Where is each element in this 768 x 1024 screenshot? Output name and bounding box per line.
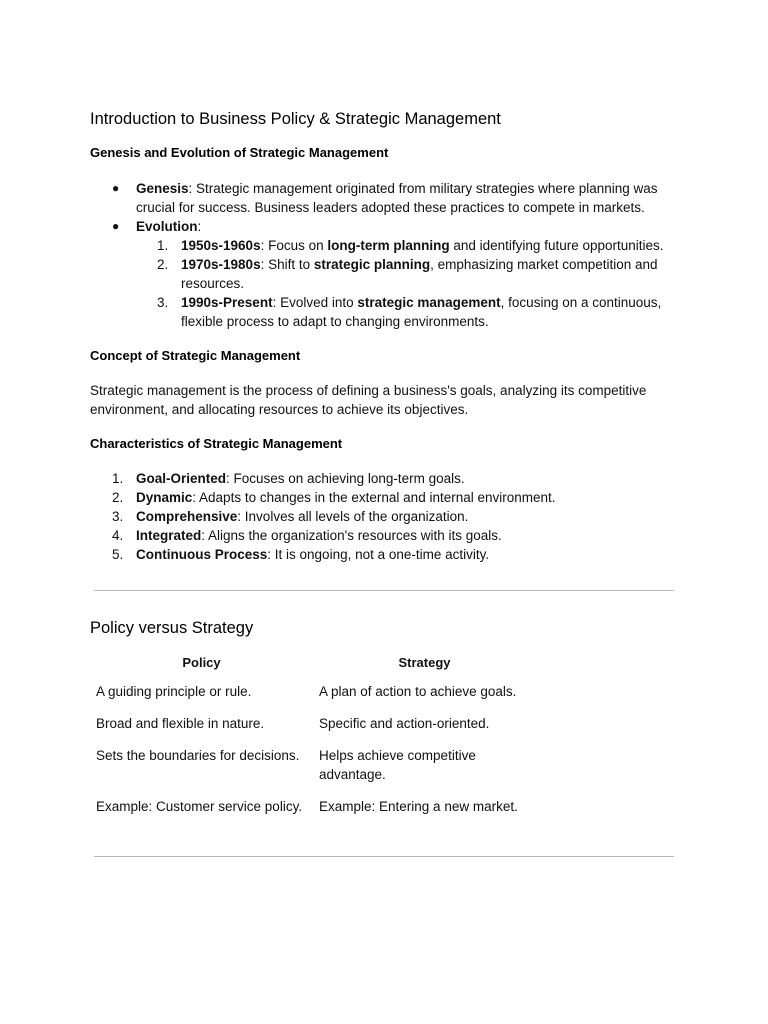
- list-number: 2.: [112, 490, 124, 505]
- section-title-policy-vs-strategy: Policy versus Strategy: [90, 619, 254, 637]
- list-number: 3.: [157, 295, 169, 310]
- table-cell: Helps achieve competitive advantage.: [319, 748, 476, 782]
- list-item: [90, 507, 680, 526]
- table-cell: A plan of action to achieve goals.: [319, 684, 517, 699]
- item-emphasis: strategic management: [357, 295, 501, 310]
- list-item: [90, 217, 680, 331]
- list-number: 3.: [112, 509, 124, 524]
- item-text: : Evolved into: [272, 295, 358, 310]
- item-term: 1950s-1960s: [181, 238, 261, 253]
- item-text: : Focus on: [260, 238, 328, 253]
- item-term: 1990s-Present: [181, 295, 273, 310]
- horizontal-divider: [94, 856, 674, 857]
- section-heading-characteristics: Characteristics of Strategic Management: [90, 436, 343, 451]
- list-item: [90, 255, 680, 293]
- table-cell: A guiding principle or rule.: [96, 684, 252, 699]
- table-row: [90, 674, 536, 706]
- genesis-bullet-list: [90, 179, 680, 331]
- characteristics-list: [90, 469, 680, 564]
- table-cell: Broad and flexible in nature.: [96, 716, 265, 731]
- section-heading-concept: Concept of Strategic Management: [90, 348, 301, 363]
- item-text: : Focuses on achieving long-term goals.: [226, 471, 465, 486]
- list-item: [90, 526, 680, 545]
- item-term: Dynamic: [136, 490, 193, 505]
- list-number: 4.: [112, 528, 124, 543]
- horizontal-divider: [94, 590, 674, 591]
- table-header-policy: Policy: [182, 654, 221, 670]
- item-text: , emphasizing market competition and resources.: [181, 257, 658, 291]
- list-item: [90, 179, 680, 217]
- item-term: Comprehensive: [136, 509, 238, 524]
- list-number: 2.: [157, 257, 169, 272]
- list-item: [90, 236, 680, 255]
- policy-strategy-table: [90, 650, 536, 821]
- table-cell: Example: Entering a new market.: [319, 799, 518, 814]
- list-number: 1.: [157, 238, 169, 253]
- table-row: [90, 789, 536, 821]
- bullet-text: : Strategic management originated from military strategies where planning was crucial for success. Business leaders adopted these practices to compete in markets.: [136, 181, 658, 215]
- item-text: : Involves all levels of the organization.: [237, 509, 469, 524]
- item-emphasis: strategic planning: [313, 257, 431, 272]
- item-text: : It is ongoing, not a one-time activity.: [267, 547, 490, 562]
- table-cell: Sets the boundaries for decisions.: [96, 748, 300, 763]
- item-term: Integrated: [136, 528, 202, 543]
- item-text: and identifying future opportunities.: [449, 238, 664, 253]
- table-header-row: [90, 650, 536, 674]
- page-title: Introduction to Business Policy & Strategic Management: [90, 110, 501, 128]
- table-row: [90, 738, 536, 789]
- item-text: : Adapts to changes in the external and internal environment.: [192, 490, 556, 505]
- item-text: , focusing on a continuous, flexible process to adapt to changing environments.: [181, 295, 662, 329]
- list-item: [90, 488, 680, 507]
- table-cell: Example: Customer service policy.: [96, 799, 303, 814]
- item-emphasis: long-term planning: [327, 238, 450, 253]
- list-item: [90, 469, 680, 488]
- table-cell: Specific and action-oriented.: [319, 716, 490, 731]
- list-item: [90, 293, 680, 331]
- concept-paragraph: Strategic management is the process of defining a business's goals, analyzing its competitive environment, and allocating resources to achieve its objectives.: [90, 383, 647, 417]
- table-header-strategy: Strategy: [398, 654, 451, 670]
- item-text: : Shift to: [260, 257, 314, 272]
- bullet-icon: ●: [112, 219, 120, 233]
- list-number: 5.: [112, 547, 124, 562]
- bullet-term: Evolution: [136, 219, 198, 234]
- evolution-list: [90, 236, 680, 331]
- document-content: [90, 108, 680, 564]
- item-term: Continuous Process: [136, 547, 268, 562]
- item-term: Goal-Oriented: [136, 471, 227, 486]
- list-item: [90, 545, 680, 564]
- item-text: : Aligns the organization's resources with its goals.: [201, 528, 502, 543]
- item-term: 1970s-1980s: [181, 257, 261, 272]
- list-number: 1.: [112, 471, 124, 486]
- bullet-term: Genesis: [136, 181, 189, 196]
- section-heading-genesis: Genesis and Evolution of Strategic Management: [90, 145, 389, 160]
- table-row: [90, 706, 536, 738]
- bullet-text: :: [197, 219, 202, 234]
- bullet-icon: ●: [112, 181, 120, 195]
